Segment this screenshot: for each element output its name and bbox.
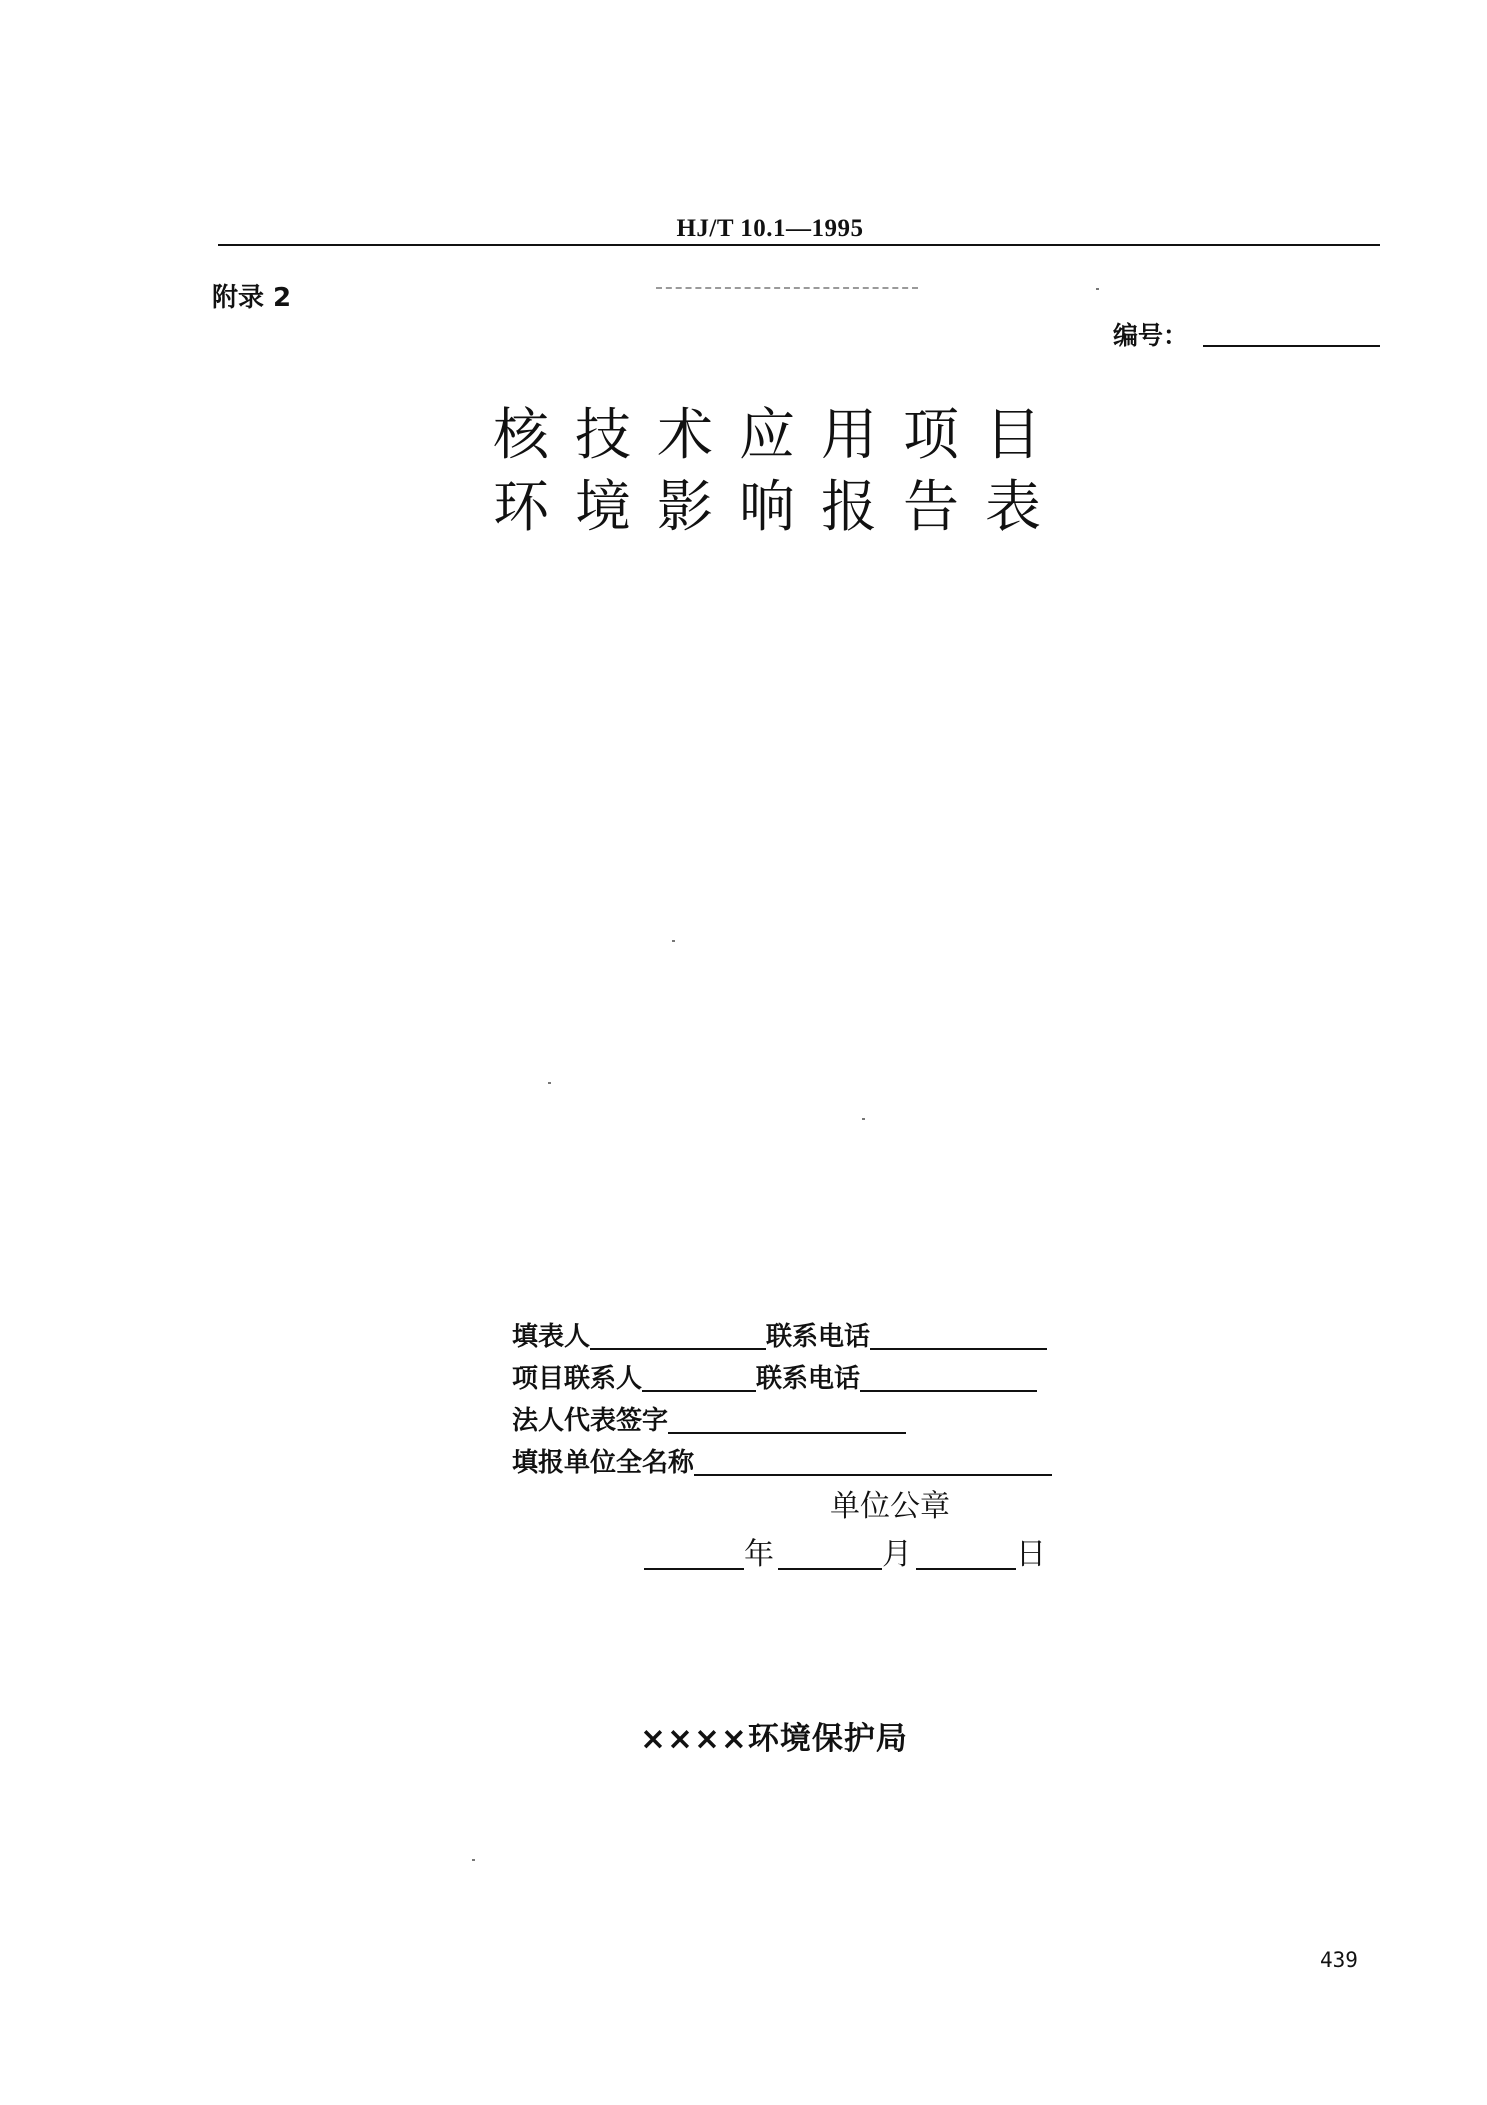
phone-label: 联系电话 <box>766 1322 871 1352</box>
month-field[interactable] <box>778 1534 882 1570</box>
serial-number-label: 编号： <box>1113 321 1189 350</box>
phone-label-2: 联系电话 <box>756 1364 861 1394</box>
phone-field-2[interactable] <box>860 1360 1037 1392</box>
filler-field[interactable] <box>590 1318 766 1350</box>
date-row <box>644 1528 1046 1570</box>
scan-speck <box>548 1082 551 1084</box>
month-label: 月 <box>882 1537 912 1572</box>
issuing-authority: ××××环境保护局 <box>640 1721 908 1757</box>
serial-number-field[interactable] <box>1203 345 1380 347</box>
document-title-line-2: 环境影响报告表 <box>493 475 1067 540</box>
form-row-filler <box>512 1310 1047 1350</box>
project-contact-field[interactable] <box>642 1360 756 1392</box>
day-field[interactable] <box>916 1534 1016 1570</box>
year-field[interactable] <box>644 1534 744 1570</box>
page-number: 439 <box>1320 1948 1358 1972</box>
day-label: 日 <box>1016 1537 1046 1572</box>
header-rule <box>218 244 1380 246</box>
form-row-unit-name <box>512 1436 1052 1476</box>
year-label: 年 <box>744 1537 774 1572</box>
unit-full-name-label: 填报单位全名称 <box>512 1448 695 1478</box>
faint-divider <box>656 287 918 289</box>
scan-speck <box>472 1859 475 1861</box>
scan-speck <box>1096 288 1099 290</box>
unit-full-name-field[interactable] <box>694 1444 1052 1476</box>
unit-seal-label: 单位公章 <box>830 1489 950 1524</box>
form-row-legal-rep <box>512 1394 906 1434</box>
legal-rep-signature-label: 法人代表签字 <box>512 1406 669 1436</box>
project-contact-label: 项目联系人 <box>512 1364 643 1394</box>
standard-code: HJ/T 10.1—1995 <box>676 215 864 242</box>
scan-speck <box>862 1118 865 1120</box>
phone-field[interactable] <box>870 1318 1047 1350</box>
legal-rep-signature-field[interactable] <box>668 1402 906 1434</box>
scan-speck <box>672 940 675 942</box>
document-title-line-1: 核技术应用项目 <box>493 403 1067 468</box>
filler-label: 填表人 <box>512 1322 591 1352</box>
form-row-project-contact <box>512 1352 1037 1392</box>
appendix-label: 附录 2 <box>212 283 292 313</box>
